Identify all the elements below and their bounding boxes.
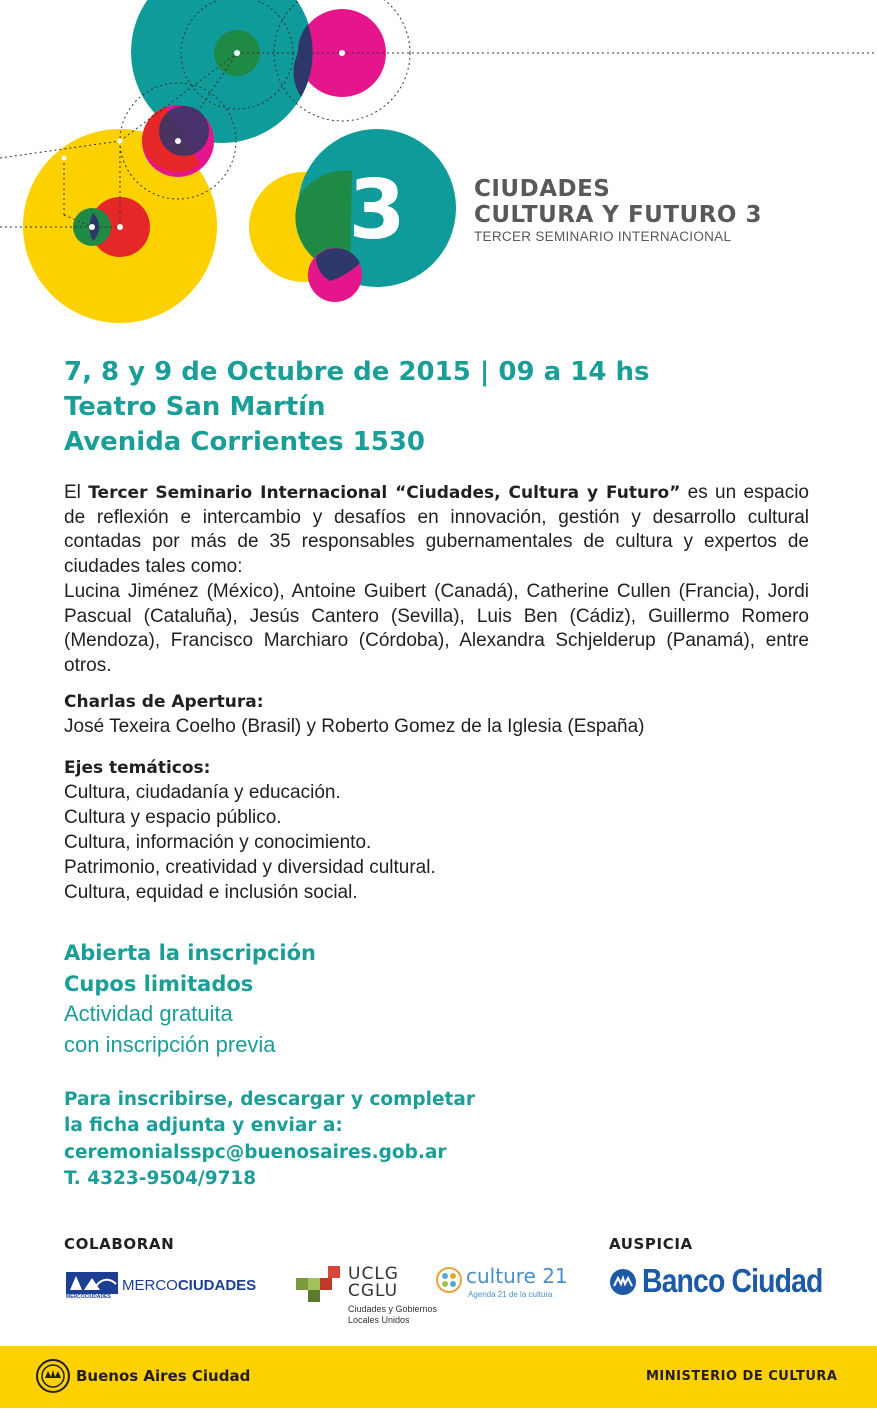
event-address: Avenida Corrientes 1530	[64, 427, 426, 457]
mercociudades-logo[interactable]	[66, 1270, 276, 1302]
registration-free: Actividad gratuita	[64, 1001, 233, 1026]
contact-instructions-1: Para inscribirse, descargar y completar	[64, 1089, 475, 1110]
themes-block	[64, 756, 436, 905]
mercociudades-mini: MERCOCIUDADES	[66, 1294, 111, 1300]
buenos-aires-emblem-icon	[36, 1359, 70, 1393]
brand-subtitle: TERCER SEMINARIO INTERNACIONAL	[474, 229, 732, 244]
registration-open: Abierta la inscripción	[64, 941, 316, 965]
brand-title-line2: CULTURA Y FUTURO 3	[474, 202, 762, 228]
event-venue: Teatro San Martín	[64, 392, 326, 422]
intro-lead: El	[64, 482, 89, 503]
theme-item: Cultura, información y conocimiento.	[64, 832, 372, 853]
contact-email[interactable]: ceremonialsspc@buenosaires.gob.ar	[64, 1141, 447, 1163]
uclg-sub1: Ciudades y Gobiernos	[348, 1304, 438, 1314]
seminar-brand	[474, 176, 762, 246]
intro-experts: Lucina Jiménez (México), Antoine Guibert (Canadá), Catherine Cullen (Francia), Jordi Pascual (Cataluña), Jesús Cantero (Sevilla), Luis Ben (Cádiz), Guillermo Romero (Mendoza), Francisco Marchiaro (Córdoba), Alexandra Schjelderup (Panamá), entre otros.	[64, 580, 809, 676]
culture21-name: culture 21	[466, 1264, 568, 1288]
registration-limited: Cupos limitados	[64, 971, 254, 996]
colaboran-label: COLABORAN	[64, 1235, 175, 1253]
intro-paragraph	[64, 481, 809, 679]
themes-heading: Ejes temáticos:	[64, 758, 211, 778]
theme-item: Cultura y espacio público.	[64, 807, 282, 828]
mercociudades-name-a: MERCO	[122, 1277, 178, 1294]
banco-ciudad-name: Banco Ciudad	[642, 1262, 823, 1299]
contact-block	[64, 1087, 475, 1192]
theme-item: Cultura, equidad e inclusión social.	[64, 882, 358, 903]
navy-circle-mid	[159, 106, 209, 156]
intro-bold: Tercer Seminario Internacional “Ciudades, Cultura y Futuro”	[88, 483, 681, 503]
contact-instructions-2: la ficha adjunta y enviar a:	[64, 1115, 343, 1137]
culture21-logo[interactable]	[436, 1264, 576, 1304]
hero-circles-graphic	[0, 0, 877, 340]
auspicia-label: AUSPICIA	[609, 1235, 693, 1253]
contact-phone[interactable]: T. 4323-9504/9718	[64, 1167, 257, 1189]
footer-bar	[0, 1346, 877, 1408]
uclg-icon	[296, 1266, 340, 1304]
opening-talks	[64, 690, 644, 739]
opening-heading: Charlas de Apertura:	[64, 692, 264, 712]
registration-previous: con inscripción previa	[64, 1031, 276, 1057]
banco-ciudad-icon	[609, 1268, 637, 1296]
theme-item: Cultura, ciudadanía y educación.	[64, 782, 341, 803]
banco-ciudad-logo[interactable]	[609, 1264, 849, 1304]
uclg-line2: CGLU	[348, 1281, 399, 1301]
opening-speakers: José Texeira Coelho (Brasil) y Roberto Gomez de la Iglesia (España)	[64, 716, 645, 737]
registration-block	[64, 938, 316, 1060]
uclg-logo[interactable]	[296, 1264, 446, 1328]
intro-rest: es un espacio de reflexión e intercambio y desafíos en innovación, gestión y desarrollo cultural contadas por más de 35 responsables gubernamentales de cultura y expertos de ciudades tales como:	[64, 482, 809, 578]
uclg-sub2: Locales Unidos	[348, 1315, 410, 1325]
seminar-number: 3	[348, 163, 406, 258]
theme-item: Patrimonio, creatividad y diversidad cultural.	[64, 857, 436, 878]
footer-city: Buenos Aires Ciudad	[76, 1367, 251, 1385]
culture21-icon	[436, 1267, 462, 1293]
footer-ministry: MINISTERIO DE CULTURA	[646, 1369, 838, 1384]
event-info	[64, 355, 649, 460]
culture21-sub: Agenda 21 de la cultura	[468, 1290, 553, 1299]
event-date: 7, 8 y 9 de Octubre de 2015 | 09 a 14 hs	[64, 357, 650, 387]
brand-title-line1: CIUDADES	[474, 176, 611, 202]
uclg-line1: UCLG	[348, 1264, 399, 1284]
mercociudades-name-b: CIUDADES	[177, 1277, 257, 1294]
